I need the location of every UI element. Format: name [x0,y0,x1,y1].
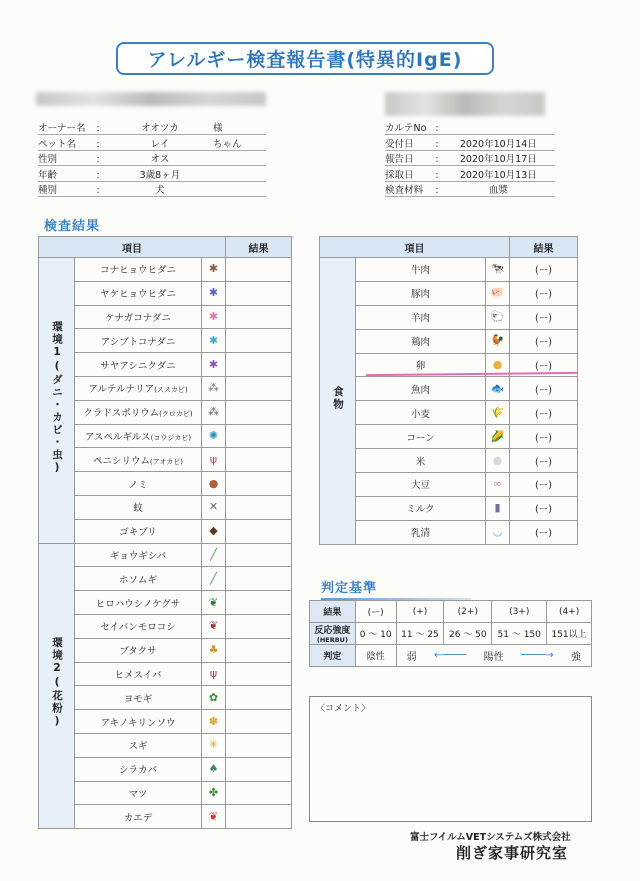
item-name: 乳清 [356,520,486,544]
result-cell [226,376,292,400]
criteria-range-row [310,623,592,645]
icon-cell [202,686,226,710]
result-cell: (ー) [510,473,578,497]
owner-info-row [38,182,266,197]
table-row [39,448,292,472]
cockroach-icon: ◆ [209,524,218,538]
item-name [75,757,202,781]
item-name [75,400,202,424]
item-name-text: スギ [128,741,148,753]
item-name-text: アシブトコナダニ [100,336,176,348]
info-colon: : [435,123,439,135]
item-name [75,495,202,519]
item-name [75,662,202,686]
judgement-positive-scale [396,645,591,667]
icon-cell [202,757,226,781]
flower-icon: ✽ [208,714,219,728]
grass-icon: ╱ [210,547,217,561]
info-suffix: ちゃん [212,138,242,150]
item-name: 大豆 [356,473,486,497]
item-name [75,805,202,829]
result-cell [226,258,292,282]
item-name-text: サヤアシニクダニ [100,360,176,372]
result-cell: (ー) [510,425,578,449]
intensity-unit: (HERBU) [316,636,348,644]
info-value: レイ [150,138,170,150]
result-cell [226,424,292,448]
table-row [320,329,578,353]
item-name [75,614,202,638]
table-row [320,425,578,449]
mite-icon: ✱ [208,357,219,371]
result-cell: (ー) [510,401,578,425]
mold-icon: ✺ [208,428,219,442]
soybean-icon: ∞ [492,477,503,491]
icon-cell [202,662,226,686]
table-row [320,258,578,282]
item-name-text: ブタクサ [119,646,157,658]
header-result: 結果 [510,237,578,258]
table-row [39,662,292,686]
info-suffix: 様 [212,123,223,135]
results-title: 検査結果 [44,215,294,238]
icon-cell [486,258,510,282]
result-cell [226,353,292,377]
item-name [75,258,202,282]
item-name [75,591,202,615]
criteria-grade: (2+) [444,601,492,623]
item-name [75,281,202,305]
table-row [39,591,292,615]
icon-cell [202,472,226,496]
icon-cell [486,305,510,329]
grass-icon: ❦ [208,619,219,633]
mite-icon: ✱ [208,333,219,347]
result-cell [226,614,292,638]
weed-icon: ✿ [208,690,219,704]
criteria-grade: (ー) [355,601,396,623]
info-label: 種別 [38,184,58,196]
result-cell [226,472,292,496]
item-name [75,519,202,543]
result-cell [226,638,292,662]
food-results-table [319,236,578,545]
info-colon: : [435,138,439,150]
item-name-text: コナヒョウヒダニ [99,265,176,277]
icon-cell [202,258,226,282]
table-row [39,757,292,781]
result-cell [226,710,292,734]
result-cell [226,305,292,329]
result-cell: (ー) [510,353,578,377]
table-row [39,353,292,377]
icon-cell [202,376,226,400]
criteria-range: 0 〜 10 [355,623,396,645]
item-name-text: アルテルナリア [88,384,155,396]
item-name-text: セイバンモロコシ [100,622,176,634]
criteria-title: 判定基準 [321,577,471,600]
icon-cell [202,353,226,377]
info-colon: : [96,154,100,166]
table-row [39,495,292,519]
table-row [39,519,292,543]
result-cell [226,781,292,805]
item-name: 小麦 [356,401,486,425]
info-value: 犬 [155,184,165,196]
item-name [75,781,202,805]
item-name [75,710,202,734]
icon-cell [202,543,226,567]
table-row [320,520,578,544]
icon-cell [202,710,226,734]
info-value: 血漿 [488,184,508,196]
result-cell: (ー) [510,377,578,401]
result-cell [226,805,292,829]
item-name-text: ケナガコナダニ [105,312,171,324]
item-name [75,733,202,757]
owner-info-row [38,120,266,135]
table-row [39,710,292,734]
criteria-label-result: 結果 [310,601,356,623]
item-name: 卵 [356,353,486,377]
table-row [320,377,578,401]
table-row [320,281,578,305]
item-name-text: ゴキブリ [119,527,157,539]
egg-icon: ● [492,358,503,371]
mite-icon: ✱ [208,309,219,323]
item-note: (アオカビ) [149,457,184,466]
icon-cell [486,281,510,305]
info-colon: : [435,184,439,196]
report-title: アレルギー検査報告書(特異的IgE) [116,42,494,75]
info-label: カルテNo [385,123,427,135]
header-item: 項目 [320,237,510,258]
group-label: 食物 [320,258,356,545]
item-name: コーン [356,425,486,449]
item-name-text: ペニシリウム [92,455,150,467]
item-name [75,329,202,353]
owner-info-row [38,166,266,181]
icon-cell [202,495,226,519]
table-row [39,424,292,448]
icon-cell [202,733,226,757]
record-info-row [385,166,555,181]
table-row [39,329,292,353]
redacted-clinic-name [385,92,545,116]
result-cell [226,733,292,757]
icon-cell [202,305,226,329]
criteria-label-judgement: 判定 [310,645,356,667]
item-name-text: シラカバ [118,765,157,777]
icon-cell [486,520,510,544]
icon-cell [202,281,226,305]
item-name: 魚肉 [356,377,486,401]
record-info-row [385,151,555,166]
criteria-range: 51 〜 150 [492,623,547,645]
owner-info-row [38,151,266,166]
item-name-text: ノミ [128,479,148,491]
mosquito-icon: ✕ [208,500,219,514]
info-colon: : [435,169,439,181]
info-colon: : [96,123,100,135]
company-name: 富士フイルムVETシステムズ株式会社 [410,832,571,843]
item-note: (クロカビ) [159,410,193,419]
icon-cell [486,496,510,520]
item-name-text: カエデ [123,812,153,824]
icon-cell [486,329,510,353]
result-cell [226,400,292,424]
table-row [320,449,578,473]
table-row [320,473,578,497]
info-label: 年齢 [38,169,58,181]
wheat-icon: 🌾 [490,405,505,419]
result-cell [226,519,292,543]
mite-icon: ✱ [208,262,219,276]
result-cell [226,567,292,591]
grass-icon: ╱ [210,571,217,585]
chicken-icon: 🐓 [490,334,505,348]
milk-icon: ▮ [494,501,501,515]
record-info [385,120,555,197]
item-name-text: マツ [128,788,148,800]
icon-cell [202,424,226,448]
criteria-grade: (3+) [492,601,547,623]
table-row [39,281,292,305]
record-info-row [385,120,555,135]
mold-icon: ψ [209,452,218,466]
info-label: オーナー名 [38,123,86,135]
rice-icon: ● [492,453,503,467]
item-name-text: ヤケヒョウヒダニ [99,289,176,301]
group-label: 環境1(ダニ・カビ・虫) [39,258,75,544]
table-row [39,805,292,829]
criteria-grade: (+) [396,601,444,623]
label-positive: 陽性 [483,652,504,663]
table-row [39,543,292,567]
result-cell [226,662,292,686]
info-value: 3歳8ヶ月 [139,169,181,181]
tree-icon: ♠ [208,762,219,776]
tree-icon: ✳ [208,738,219,752]
icon-cell [202,591,226,615]
table-row [39,258,292,282]
icon-cell [202,329,226,353]
result-cell: (ー) [510,496,578,520]
item-note: (コウジカビ) [150,433,192,442]
item-name: ミルク [356,496,486,520]
table-row [39,638,292,662]
result-cell [226,543,292,567]
item-name: 米 [356,449,486,473]
flea-icon: ● [208,476,219,490]
item-name-text: ヒメスイバ [114,669,162,681]
table-row [39,400,292,424]
item-name: 豚肉 [356,281,486,305]
icon-cell [202,567,226,591]
owner-info [38,120,266,197]
icon-cell [202,614,226,638]
item-name: 鶏肉 [356,329,486,353]
item-name [75,424,202,448]
item-name: 牛肉 [356,258,486,282]
info-value: 2020年10月14日 [459,138,537,150]
icon-cell [202,400,226,424]
icon-cell [202,519,226,543]
table-row [39,472,292,496]
item-name-text: ギョウギシバ [109,550,167,562]
item-name [75,305,202,329]
result-cell [226,281,292,305]
info-value: オス [150,154,170,166]
result-cell: (ー) [510,305,578,329]
criteria-range: 26 〜 50 [444,623,492,645]
info-label: ペット名 [38,138,77,150]
result-cell: (ー) [510,520,578,544]
fish-icon: 🐟 [490,381,505,395]
info-colon: : [96,169,100,181]
cow-icon: 🐄 [490,262,505,276]
result-cell [226,448,292,472]
leaf-icon: ❦ [208,809,219,823]
comment-label: 〈コメント〉 [316,704,371,714]
item-name-text: ヒロハウシノケグサ [95,598,181,610]
result-cell: (ー) [510,281,578,305]
record-info-row [385,135,555,150]
table-row [39,305,292,329]
result-cell [226,757,292,781]
info-label: 採取日 [385,169,414,181]
item-name-text: アキノキリンソウ [100,717,176,729]
info-label: 報告日 [385,154,414,166]
whey-icon: ◡ [492,525,503,539]
corn-icon: 🌽 [490,429,505,443]
sheep-icon: 🐑 [490,310,505,324]
table-row [320,496,578,520]
item-name [75,567,202,591]
item-name-text: 蚊 [133,503,143,515]
icon-cell [202,448,226,472]
table-row [39,376,292,400]
weed-icon: ψ [209,666,218,680]
result-cell: (ー) [510,329,578,353]
icon-cell [202,638,226,662]
item-name [75,448,202,472]
criteria-range: 151以上 [547,623,592,645]
table-row [39,614,292,638]
table-row [320,305,578,329]
info-value: 2020年10月17日 [459,154,537,166]
item-name [75,638,202,662]
result-cell: (ー) [510,449,578,473]
info-colon: : [435,154,439,166]
item-name [75,376,202,400]
result-cell: (ー) [510,258,578,282]
owner-info-row [38,135,266,150]
result-cell [226,329,292,353]
info-label: 検査材料 [385,184,424,196]
item-name [75,472,202,496]
grass-icon: ❦ [208,595,219,609]
positive-scale [397,648,591,663]
label-strong: 強 [571,652,581,663]
criteria-label-intensity [310,623,356,645]
info-label: 性別 [38,154,58,166]
table-row [39,733,292,757]
arrow-right-icon: ────→ [521,650,554,661]
table-header-row [320,237,578,258]
item-name-text: クラドスポリウム [83,408,160,420]
info-value: オオツカ [141,123,179,135]
mite-icon: ✱ [208,286,219,300]
lab-name: 削ぎ家事研究室 [456,844,569,862]
icon-cell [202,781,226,805]
table-row [39,781,292,805]
result-cell [226,686,292,710]
item-name [75,686,202,710]
record-info-row [385,182,555,197]
criteria-grade-row [310,601,592,623]
pig-icon: 🐖 [490,286,505,300]
result-cell [226,591,292,615]
info-value: 2020年10月13日 [459,169,537,181]
info-colon: : [96,138,100,150]
item-name [75,543,202,567]
mold-icon: ⁂ [208,381,219,395]
comment-box [309,696,592,822]
mold-icon: ⁂ [208,405,219,419]
table-header-row [39,237,292,258]
item-name-text: アスペルギルス [84,431,151,443]
icon-cell [486,377,510,401]
weed-icon: ♣ [208,643,219,657]
item-name: 羊肉 [356,305,486,329]
redacted-owner-address [36,92,266,106]
icon-cell [486,449,510,473]
info-label: 受付日 [385,138,414,150]
header-item: 項目 [39,237,226,258]
icon-cell [202,805,226,829]
icon-cell [486,425,510,449]
arrow-left-icon: ←──── [433,650,467,661]
item-name-text: ホソムギ [119,574,157,586]
criteria-grade: (4+) [547,601,592,623]
icon-cell [486,401,510,425]
label-weak: 弱 [406,652,417,663]
item-name-text: ヨモギ [123,693,153,705]
item-name [75,353,202,377]
left-results-table [38,236,292,829]
table-row [39,686,292,710]
item-note: (ススカビ) [154,386,188,395]
info-colon: : [96,184,100,196]
criteria-judgement-row [310,645,592,667]
group-label: 環境2(花粉) [39,543,75,829]
icon-cell [486,473,510,497]
table-row [320,401,578,425]
criteria-range: 11 〜 25 [396,623,444,645]
result-cell [226,495,292,519]
judgement-negative: 陰性 [355,645,396,667]
header-result: 結果 [226,237,292,258]
table-row [39,567,292,591]
intensity-label: 反応強度 [314,626,351,636]
criteria-table [309,600,592,667]
tree-icon: ✤ [208,785,219,799]
